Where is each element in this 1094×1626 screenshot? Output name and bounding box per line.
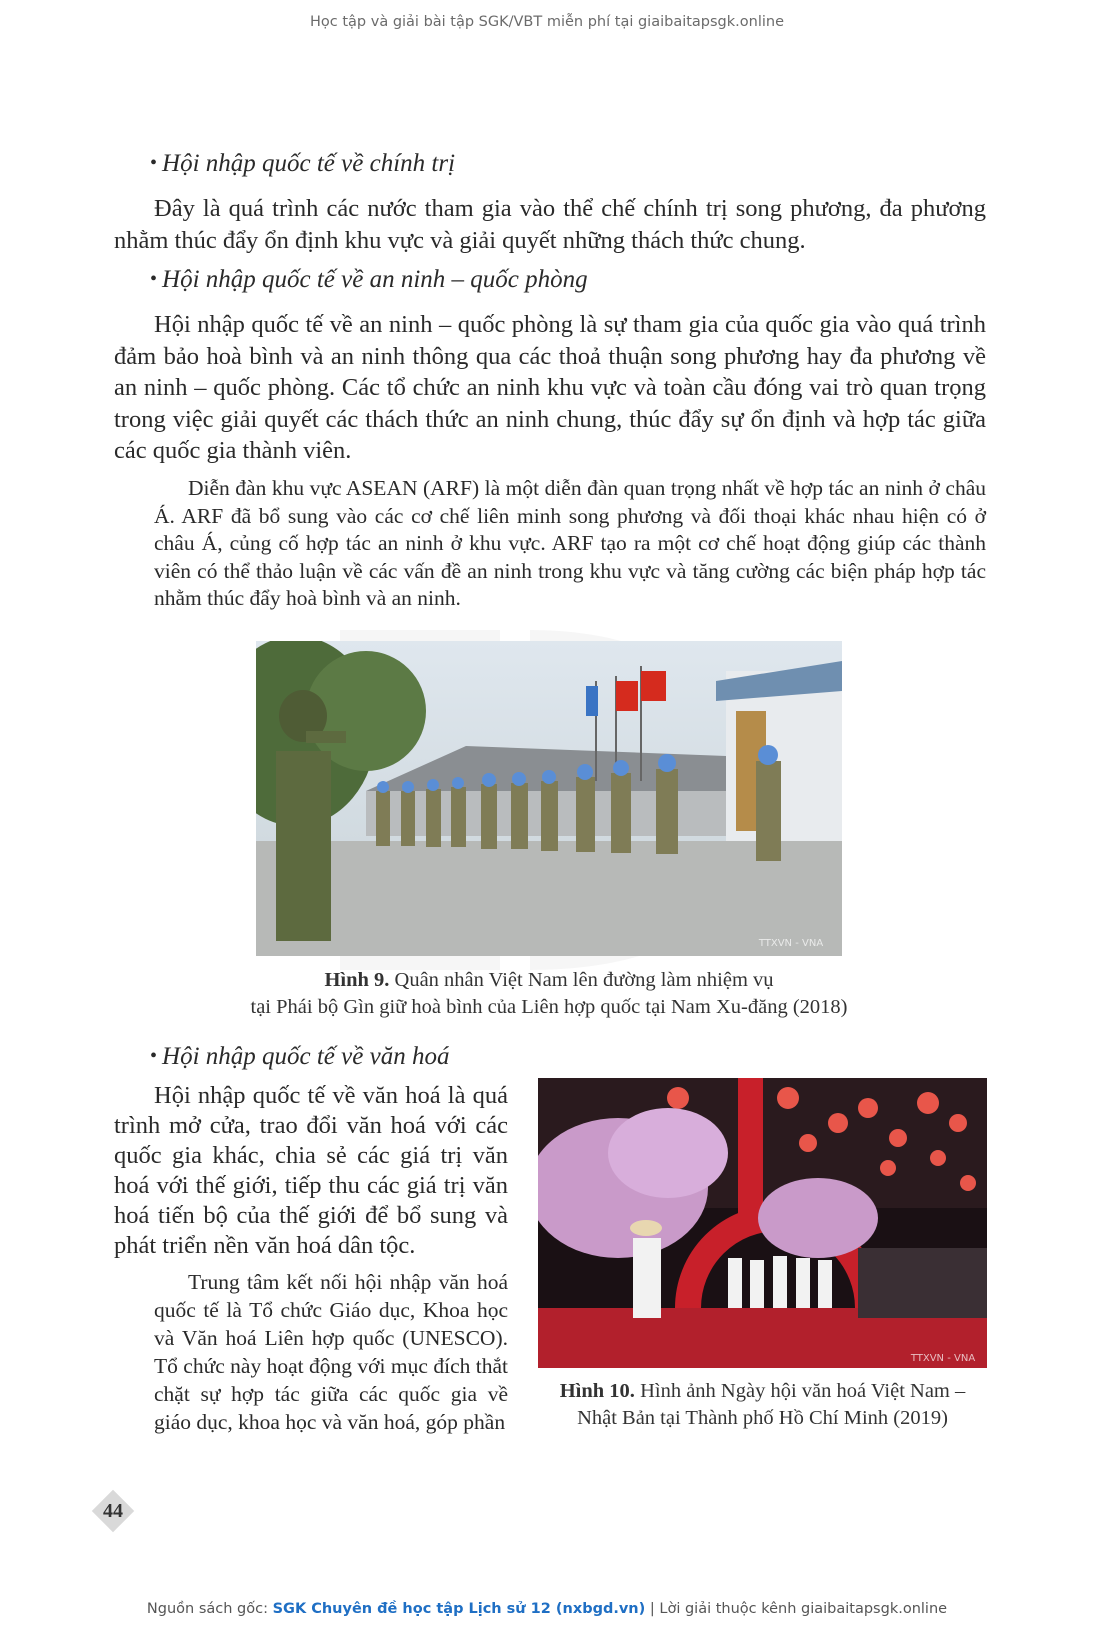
fig10-credit: TTXVN - VNA xyxy=(910,1353,976,1364)
fig10-caption-line1: Hình ảnh Ngày hội văn hoá Việt Nam – xyxy=(634,1380,966,1402)
security-body: Hội nhập quốc tế về an ninh – quốc phòng là sự tham gia của quốc gia vào quá trình đảm bảo hoà bình và an ninh thông qua các thoả thuận song phương hay đa phương về an ninh – quốc phòng. Các tổ chức an ninh khu vực và toàn cầu đóng vai trò quan trọng trong việc giải quyết các thách thức an ninh chung, thúc đẩy sự ổn định và hợp tác giữa các quốc gia thành viên. xyxy=(114,311,986,464)
footer xyxy=(0,1601,1094,1617)
bullet-dot: • xyxy=(150,152,158,174)
page-number-badge xyxy=(92,1490,134,1532)
fig9-credit: TTXVN - VNA xyxy=(758,938,824,949)
fig9-caption-line2: tại Phái bộ Gìn giữ hoà bình của Liên hợp quốc tại Nam Xu-đăng (2018) xyxy=(250,996,848,1018)
heading-politics: • Hội nhập quốc tế về chính trị xyxy=(150,150,456,177)
fig9-caption-line1: Quân nhân Việt Nam lên đường làm nhiệm vụ xyxy=(389,969,774,991)
heading-security: • Hội nhập quốc tế về an ninh – quốc phòng xyxy=(150,266,588,293)
figure-9-peacekeepers-photo xyxy=(256,641,842,956)
heading-culture: • Hội nhập quốc tế về văn hoá xyxy=(150,1043,450,1070)
footer-source-link[interactable]: SGK Chuyên đề học tập Lịch sử 12 (nxbgd.vn) xyxy=(272,1601,646,1617)
politics-body: Đây là quá trình các nước tham gia vào thể chế chính trị song phương, đa phương nhằm thúc đẩy ổn định khu vực và giải quyết những thách thức chung. xyxy=(114,195,986,254)
fig10-caption-line2: Nhật Bản tại Thành phố Hồ Chí Minh (2019) xyxy=(577,1407,948,1429)
fig9-label: Hình 9. xyxy=(324,969,390,991)
footer-suffix: | Lời giải thuộc kênh giaibaitapsgk.online xyxy=(645,1601,948,1617)
fig10-label: Hình 10. xyxy=(559,1380,635,1402)
top-banner: Học tập và giải bài tập SGK/VBT miễn phí tại giaibaitapsgk.online xyxy=(310,14,784,30)
culture-note-unesco: Trung tâm kết nối hội nhập văn hoá quốc tế là Tổ chức Giáo dục, Khoa học và Văn hoá Liên hợp quốc (UNESCO). Tổ chức này hoạt động với mục đích thắt chặt sự hợp tác giữa các quốc gia về giáo dục, khoa học và văn hoá, góp phần xyxy=(154,1270,508,1434)
culture-body: Hội nhập quốc tế về văn hoá là quá trình mở cửa, trao đổi văn hoá với các quốc gia khác, chia sẻ các giá trị văn hoá với thế giới, tiếp thu các giá trị văn hoá tiến bộ của thế giới để bổ sung và phát triển nền văn hoá dân tộc. xyxy=(114,1082,508,1259)
page-number: 44 xyxy=(103,1500,123,1522)
figure-9-caption xyxy=(214,967,884,1021)
bullet-dot: • xyxy=(150,268,158,290)
figure-10-festival-photo xyxy=(538,1078,987,1368)
figure-10-caption xyxy=(528,1378,997,1432)
bullet-dot: • xyxy=(150,1045,158,1067)
footer-prefix: Nguồn sách gốc: xyxy=(146,1601,273,1617)
security-note-arf: Diễn đàn khu vực ASEAN (ARF) là một diễn đàn quan trọng nhất về hợp tác an ninh ở châu Á. ARF đã bổ sung vào các cơ chế liên minh song phương và đối thoại khác nhau hiện có ở châu Á, củng cố hợp tác an ninh ở khu vực. ARF tạo ra một cơ chế hoạt động giúp các thành viên có thể thảo luận về các vấn đề an ninh trong khu vực và tăng cường các biện pháp hợp tác nhằm thúc đẩy hoà bình và an ninh. xyxy=(154,476,986,610)
